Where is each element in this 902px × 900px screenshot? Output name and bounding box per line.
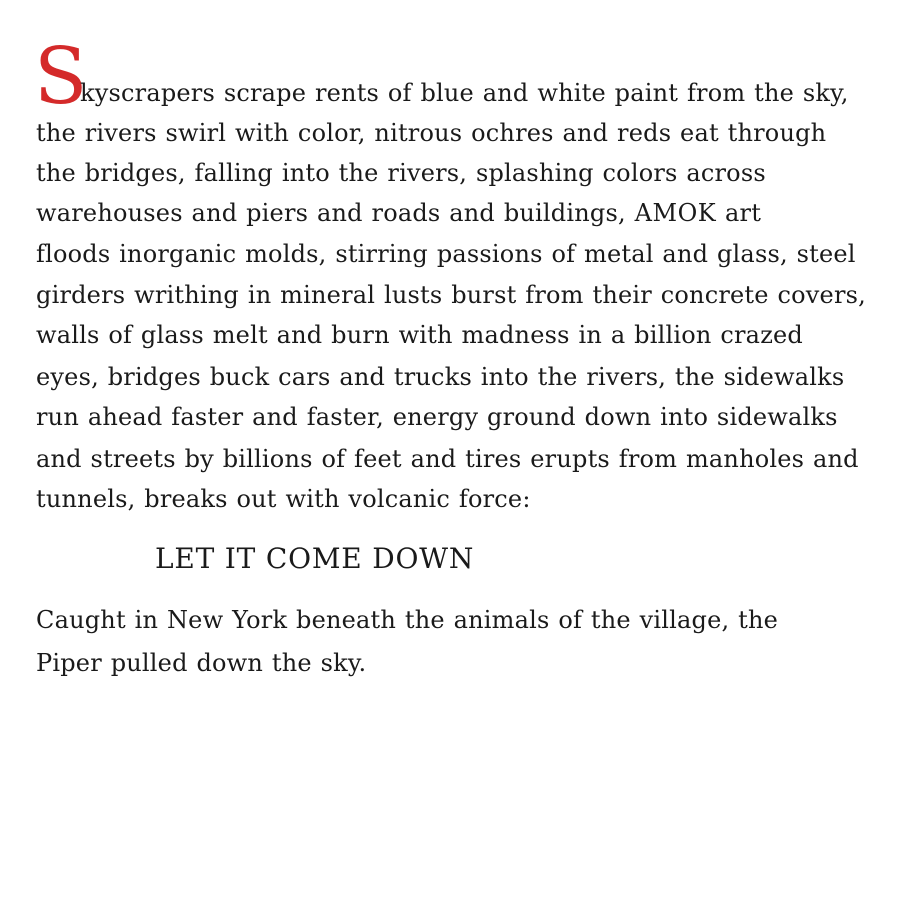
- amok-emphasis: AMOK: [634, 199, 717, 227]
- passage-line-4-after: art: [725, 199, 762, 227]
- passage-line-8: eyes, bridges buck cars and trucks into the rivers, the sidewalks: [36, 363, 845, 391]
- passage-line-2: the rivers swirl with color, nitrous ochres and reds eat through: [36, 119, 827, 147]
- passage-line-11: tunnels, breaks out with volcanic force:: [36, 485, 531, 513]
- passage-line-4: [36, 198, 761, 228]
- closing-line-1: Caught in New York beneath the animals of the village, the: [36, 606, 779, 634]
- passage-line-9: run ahead faster and faster, energy ground down into sidewalks: [36, 403, 838, 431]
- passage-line-5: floods inorganic molds, stirring passions of metal and glass, steel: [36, 240, 856, 268]
- closing-line-2: Piper pulled down the sky.: [36, 649, 367, 677]
- passage-line-7: walls of glass melt and burn with madness in a billion crazed: [36, 321, 804, 349]
- passage-line-4-before: warehouses and piers and roads and buildings,: [36, 199, 626, 227]
- passage-line-1: kyscrapers scrape rents of blue and white paint from the sky,: [80, 79, 849, 107]
- passage-line-3: the bridges, falling into the rivers, splashing colors across: [36, 159, 766, 187]
- drop-cap-letter: S: [34, 32, 88, 122]
- section-heading: LET IT COME DOWN: [155, 542, 475, 575]
- passage-line-6: girders writhing in mineral lusts burst from their concrete covers,: [36, 281, 866, 309]
- passage-line-10: and streets by billions of feet and tires erupts from manholes and: [36, 445, 859, 473]
